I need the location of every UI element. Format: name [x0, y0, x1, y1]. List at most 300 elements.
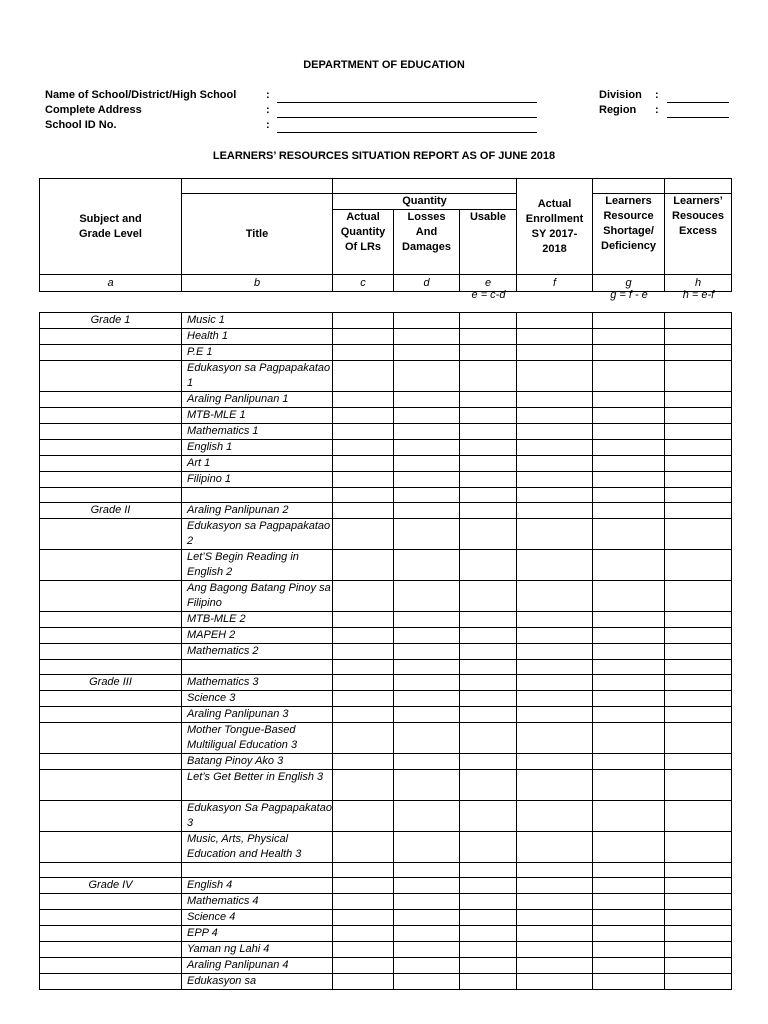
value-cell[interactable]: [593, 910, 665, 926]
address-label: Complete Address: [45, 104, 142, 116]
value-cell[interactable]: [517, 519, 593, 550]
title-cell: Filipino 1: [182, 472, 333, 488]
table-row: [40, 345, 732, 361]
value-cell[interactable]: [394, 488, 460, 503]
title-cell: Mathematics 4: [182, 894, 333, 910]
value-cell[interactable]: [665, 472, 732, 488]
value-cell[interactable]: [460, 723, 517, 754]
value-cell[interactable]: [460, 644, 517, 660]
value-cell[interactable]: [665, 770, 732, 801]
value-cell[interactable]: [460, 958, 517, 974]
value-cell[interactable]: [517, 424, 593, 440]
table-row: [40, 488, 732, 503]
value-cell[interactable]: [333, 878, 394, 894]
value-cell[interactable]: [517, 612, 593, 628]
value-cell[interactable]: [517, 345, 593, 361]
table-row: [40, 644, 732, 660]
value-cell[interactable]: [394, 974, 460, 990]
division-label: Division: [599, 89, 642, 101]
column-letters-row: a b c d e f g h: [40, 275, 732, 292]
value-cell[interactable]: [394, 801, 460, 832]
value-cell[interactable]: [460, 754, 517, 770]
value-cell[interactable]: [394, 723, 460, 754]
value-cell[interactable]: [394, 894, 460, 910]
value-cell[interactable]: [333, 313, 394, 329]
value-cell[interactable]: [460, 974, 517, 990]
value-cell[interactable]: [665, 313, 732, 329]
grade-cell: [40, 926, 182, 942]
table-row: [40, 754, 732, 770]
value-cell[interactable]: [333, 628, 394, 644]
value-cell[interactable]: [460, 910, 517, 926]
value-cell[interactable]: [394, 878, 460, 894]
value-cell[interactable]: [665, 878, 732, 894]
value-cell[interactable]: [593, 612, 665, 628]
value-cell[interactable]: [394, 581, 460, 612]
value-cell[interactable]: [460, 581, 517, 612]
value-cell[interactable]: [460, 503, 517, 519]
value-cell[interactable]: [517, 707, 593, 723]
value-cell[interactable]: [517, 628, 593, 644]
value-cell[interactable]: [333, 612, 394, 628]
value-cell[interactable]: [333, 440, 394, 456]
value-cell[interactable]: [460, 329, 517, 345]
value-cell[interactable]: [517, 958, 593, 974]
school-id-field[interactable]: [277, 132, 537, 133]
table-row: [40, 974, 732, 990]
value-cell[interactable]: [665, 612, 732, 628]
value-cell[interactable]: [460, 361, 517, 392]
value-cell[interactable]: [460, 770, 517, 801]
table-row: [40, 550, 732, 581]
value-cell[interactable]: [333, 832, 394, 863]
value-cell[interactable]: [333, 974, 394, 990]
value-cell[interactable]: [593, 660, 665, 675]
value-cell[interactable]: [460, 392, 517, 408]
value-cell[interactable]: [665, 581, 732, 612]
value-cell[interactable]: [593, 488, 665, 503]
value-cell[interactable]: [517, 801, 593, 832]
value-cell[interactable]: [394, 691, 460, 707]
value-cell[interactable]: [460, 628, 517, 644]
value-cell[interactable]: [460, 801, 517, 832]
value-cell[interactable]: [665, 456, 732, 472]
value-cell[interactable]: [394, 472, 460, 488]
title-cell: MTB-MLE 1: [182, 408, 333, 424]
value-cell[interactable]: [460, 519, 517, 550]
value-cell[interactable]: [593, 770, 665, 801]
value-cell[interactable]: [460, 550, 517, 581]
value-cell[interactable]: [333, 675, 394, 691]
grade-cell: [40, 329, 182, 345]
value-cell[interactable]: [517, 329, 593, 345]
grade-cell: [40, 832, 182, 863]
value-cell[interactable]: [517, 942, 593, 958]
value-cell[interactable]: [517, 313, 593, 329]
value-cell[interactable]: [593, 472, 665, 488]
value-cell[interactable]: [333, 488, 394, 503]
value-cell[interactable]: [394, 832, 460, 863]
colon: :: [655, 104, 659, 116]
value-cell[interactable]: [665, 644, 732, 660]
value-cell[interactable]: [593, 628, 665, 644]
value-cell[interactable]: [593, 801, 665, 832]
usable-header: Usable: [460, 210, 517, 275]
value-cell[interactable]: [665, 863, 732, 878]
grade-cell: [40, 801, 182, 832]
title-cell: Edukasyon sa Pagpapakatao 2: [182, 519, 333, 550]
grade-cell: [40, 488, 182, 503]
value-cell[interactable]: [593, 581, 665, 612]
value-cell[interactable]: [333, 660, 394, 675]
value-cell[interactable]: [333, 958, 394, 974]
value-cell[interactable]: [593, 974, 665, 990]
value-cell[interactable]: [394, 313, 460, 329]
table-row: [40, 707, 732, 723]
table-row: [40, 392, 732, 408]
value-cell[interactable]: [593, 707, 665, 723]
value-cell[interactable]: [593, 519, 665, 550]
value-cell[interactable]: [593, 313, 665, 329]
value-cell[interactable]: [593, 456, 665, 472]
grade-cell: Grade II: [40, 503, 182, 519]
value-cell[interactable]: [593, 958, 665, 974]
value-cell[interactable]: [333, 361, 394, 392]
value-cell[interactable]: [593, 691, 665, 707]
losses-header: Losses And Damages: [394, 210, 460, 275]
table-row: [40, 691, 732, 707]
title-cell: Health 1: [182, 329, 333, 345]
value-cell[interactable]: [394, 361, 460, 392]
value-cell[interactable]: [665, 519, 732, 550]
address-field[interactable]: [277, 117, 537, 118]
value-cell[interactable]: [460, 707, 517, 723]
table-row: [40, 519, 732, 550]
value-cell[interactable]: [665, 660, 732, 675]
value-cell[interactable]: [394, 628, 460, 644]
table-row: [40, 926, 732, 942]
value-cell[interactable]: [517, 832, 593, 863]
value-cell[interactable]: [593, 926, 665, 942]
value-cell[interactable]: [593, 440, 665, 456]
colon: :: [266, 104, 270, 116]
grade-cell: [40, 392, 182, 408]
value-cell[interactable]: [665, 503, 732, 519]
value-cell[interactable]: [665, 628, 732, 644]
value-cell[interactable]: [517, 472, 593, 488]
value-cell[interactable]: [333, 910, 394, 926]
value-cell[interactable]: [460, 832, 517, 863]
value-cell[interactable]: [517, 894, 593, 910]
region-field[interactable]: [667, 117, 729, 118]
value-cell[interactable]: [517, 392, 593, 408]
value-cell[interactable]: [517, 863, 593, 878]
value-cell[interactable]: [665, 801, 732, 832]
title-cell: Araling Panlipunan 3: [182, 707, 333, 723]
value-cell[interactable]: [517, 910, 593, 926]
value-cell[interactable]: [665, 329, 732, 345]
value-cell[interactable]: [517, 691, 593, 707]
title-cell: Science 4: [182, 910, 333, 926]
value-cell[interactable]: [665, 707, 732, 723]
title-cell: English 4: [182, 878, 333, 894]
value-cell[interactable]: [394, 707, 460, 723]
value-cell[interactable]: [394, 926, 460, 942]
value-cell[interactable]: [517, 488, 593, 503]
value-cell[interactable]: [665, 832, 732, 863]
value-cell[interactable]: [460, 488, 517, 503]
value-cell[interactable]: [593, 723, 665, 754]
formula-e: e = c-d: [471, 289, 506, 301]
table-row: [40, 440, 732, 456]
value-cell[interactable]: [665, 894, 732, 910]
grade-cell: Grade III: [40, 675, 182, 691]
grade-cell: Grade 1: [40, 313, 182, 329]
value-cell[interactable]: [394, 503, 460, 519]
table-row: [40, 958, 732, 974]
value-cell[interactable]: [394, 392, 460, 408]
value-cell[interactable]: [460, 313, 517, 329]
value-cell[interactable]: [665, 440, 732, 456]
value-cell[interactable]: [333, 801, 394, 832]
value-cell[interactable]: [517, 440, 593, 456]
value-cell[interactable]: [333, 392, 394, 408]
school-name-field[interactable]: [277, 102, 537, 103]
value-cell[interactable]: [333, 503, 394, 519]
table-row: [40, 832, 732, 863]
value-cell[interactable]: [665, 958, 732, 974]
value-cell[interactable]: [460, 408, 517, 424]
title-cell: Art 1: [182, 456, 333, 472]
value-cell[interactable]: [333, 550, 394, 581]
title-cell: Let’S Begin Reading in English 2: [182, 550, 333, 581]
colon: :: [266, 89, 270, 101]
value-cell[interactable]: [665, 488, 732, 503]
value-cell[interactable]: [460, 612, 517, 628]
value-cell[interactable]: [517, 581, 593, 612]
table-row: [40, 581, 732, 612]
value-cell[interactable]: [460, 691, 517, 707]
value-cell[interactable]: [593, 644, 665, 660]
value-cell[interactable]: [460, 942, 517, 958]
title-cell: Music 1: [182, 313, 333, 329]
value-cell[interactable]: [460, 926, 517, 942]
value-cell[interactable]: [593, 345, 665, 361]
value-cell[interactable]: [517, 878, 593, 894]
grade-cell: [40, 408, 182, 424]
value-cell[interactable]: [460, 894, 517, 910]
table-row: [40, 408, 732, 424]
value-cell[interactable]: [394, 644, 460, 660]
value-cell[interactable]: [665, 345, 732, 361]
value-cell[interactable]: [394, 408, 460, 424]
table-row: [40, 863, 732, 878]
value-cell[interactable]: [665, 408, 732, 424]
value-cell[interactable]: [394, 345, 460, 361]
value-cell[interactable]: [460, 472, 517, 488]
value-cell[interactable]: [593, 503, 665, 519]
value-cell[interactable]: [460, 440, 517, 456]
value-cell[interactable]: [394, 958, 460, 974]
table-row: [40, 313, 732, 329]
value-cell[interactable]: [665, 910, 732, 926]
grade-cell: [40, 519, 182, 550]
report-title: LEARNERS’ RESOURCES SITUATION REPORT AS OF JUNE 2018: [212, 150, 556, 162]
value-cell[interactable]: [517, 361, 593, 392]
value-cell[interactable]: [333, 408, 394, 424]
colon: :: [655, 89, 659, 101]
colon: :: [266, 119, 270, 131]
grade-cell: [40, 581, 182, 612]
school-name-label: Name of School/District/High School: [45, 89, 237, 101]
value-cell[interactable]: [333, 644, 394, 660]
value-cell[interactable]: [333, 707, 394, 723]
title-cell: Mathematics 1: [182, 424, 333, 440]
value-cell[interactable]: [333, 926, 394, 942]
value-cell[interactable]: [394, 754, 460, 770]
value-cell[interactable]: [665, 691, 732, 707]
table-row: [40, 801, 732, 832]
value-cell[interactable]: [333, 472, 394, 488]
value-cell[interactable]: [394, 942, 460, 958]
grade-cell: [40, 723, 182, 754]
title-cell: Yaman ng Lahi 4: [182, 942, 333, 958]
value-cell[interactable]: [333, 942, 394, 958]
value-cell[interactable]: [517, 644, 593, 660]
value-cell[interactable]: [517, 723, 593, 754]
value-cell[interactable]: [460, 660, 517, 675]
value-cell[interactable]: [593, 832, 665, 863]
table-row: [40, 770, 732, 801]
grade-cell: Grade IV: [40, 878, 182, 894]
value-cell[interactable]: [517, 503, 593, 519]
value-cell[interactable]: [665, 675, 732, 691]
table-row: [40, 723, 732, 754]
value-cell[interactable]: [394, 660, 460, 675]
title-cell: [182, 660, 333, 675]
grade-cell: [40, 440, 182, 456]
value-cell[interactable]: [394, 863, 460, 878]
value-cell[interactable]: [394, 612, 460, 628]
value-cell[interactable]: [665, 361, 732, 392]
value-cell[interactable]: [394, 675, 460, 691]
value-cell[interactable]: [394, 440, 460, 456]
value-cell[interactable]: [517, 974, 593, 990]
value-cell[interactable]: [394, 424, 460, 440]
value-cell[interactable]: [394, 329, 460, 345]
title-cell: Let’s Get Better in English 3: [182, 770, 333, 801]
title-cell: Batang Pinoy Ako 3: [182, 754, 333, 770]
title-cell: English 1: [182, 440, 333, 456]
value-cell[interactable]: [593, 408, 665, 424]
value-cell[interactable]: [517, 550, 593, 581]
value-cell[interactable]: [394, 456, 460, 472]
value-cell[interactable]: [333, 581, 394, 612]
value-cell[interactable]: [593, 329, 665, 345]
value-cell[interactable]: [394, 910, 460, 926]
value-cell[interactable]: [665, 942, 732, 958]
value-cell[interactable]: [333, 691, 394, 707]
value-cell[interactable]: [333, 424, 394, 440]
grade-cell: [40, 770, 182, 801]
value-cell[interactable]: [460, 456, 517, 472]
value-cell[interactable]: [460, 878, 517, 894]
grade-cell: [40, 628, 182, 644]
value-cell[interactable]: [665, 424, 732, 440]
value-cell[interactable]: [517, 408, 593, 424]
title-cell: P.E 1: [182, 345, 333, 361]
value-cell[interactable]: [394, 550, 460, 581]
value-cell[interactable]: [593, 424, 665, 440]
value-cell[interactable]: [333, 345, 394, 361]
value-cell[interactable]: [593, 675, 665, 691]
value-cell[interactable]: [517, 660, 593, 675]
enrollment-header: Actual Enrollment SY 2017- 2018: [517, 179, 593, 275]
value-cell[interactable]: [333, 754, 394, 770]
value-cell[interactable]: [333, 894, 394, 910]
value-cell[interactable]: [593, 754, 665, 770]
grade-cell: [40, 612, 182, 628]
title-cell: MTB-MLE 2: [182, 612, 333, 628]
title-cell: Araling Panlipunan 2: [182, 503, 333, 519]
value-cell[interactable]: [593, 942, 665, 958]
value-cell[interactable]: [394, 770, 460, 801]
value-cell[interactable]: [593, 863, 665, 878]
value-cell[interactable]: [517, 456, 593, 472]
value-cell[interactable]: [593, 392, 665, 408]
value-cell[interactable]: [593, 894, 665, 910]
value-cell[interactable]: [333, 863, 394, 878]
value-cell[interactable]: [333, 519, 394, 550]
value-cell[interactable]: [460, 863, 517, 878]
grade-cell: [40, 958, 182, 974]
grade-cell: [40, 910, 182, 926]
title-cell: Edukasyon sa Pagpapakatao 1: [182, 361, 333, 392]
value-cell[interactable]: [665, 974, 732, 990]
table-row: [40, 424, 732, 440]
value-cell[interactable]: [593, 878, 665, 894]
grade-cell: [40, 894, 182, 910]
value-cell[interactable]: [333, 770, 394, 801]
value-cell[interactable]: [517, 926, 593, 942]
value-cell[interactable]: [593, 550, 665, 581]
value-cell[interactable]: [665, 723, 732, 754]
value-cell[interactable]: [394, 519, 460, 550]
value-cell[interactable]: [333, 329, 394, 345]
value-cell[interactable]: [460, 424, 517, 440]
title-header: Title: [182, 194, 333, 275]
division-field[interactable]: [667, 102, 729, 103]
value-cell[interactable]: [593, 361, 665, 392]
value-cell[interactable]: [665, 754, 732, 770]
value-cell[interactable]: [665, 392, 732, 408]
resources-table: [39, 312, 732, 990]
value-cell[interactable]: [460, 675, 517, 691]
value-cell[interactable]: [517, 754, 593, 770]
value-cell[interactable]: [333, 723, 394, 754]
value-cell[interactable]: [333, 456, 394, 472]
department-title: DEPARTMENT OF EDUCATION: [303, 59, 465, 71]
table-row: [40, 503, 732, 519]
value-cell[interactable]: [665, 550, 732, 581]
grade-cell: [40, 707, 182, 723]
value-cell[interactable]: [665, 926, 732, 942]
value-cell[interactable]: [517, 675, 593, 691]
value-cell[interactable]: [460, 345, 517, 361]
table-row: [40, 628, 732, 644]
header-table: [39, 178, 732, 292]
value-cell[interactable]: [517, 770, 593, 801]
